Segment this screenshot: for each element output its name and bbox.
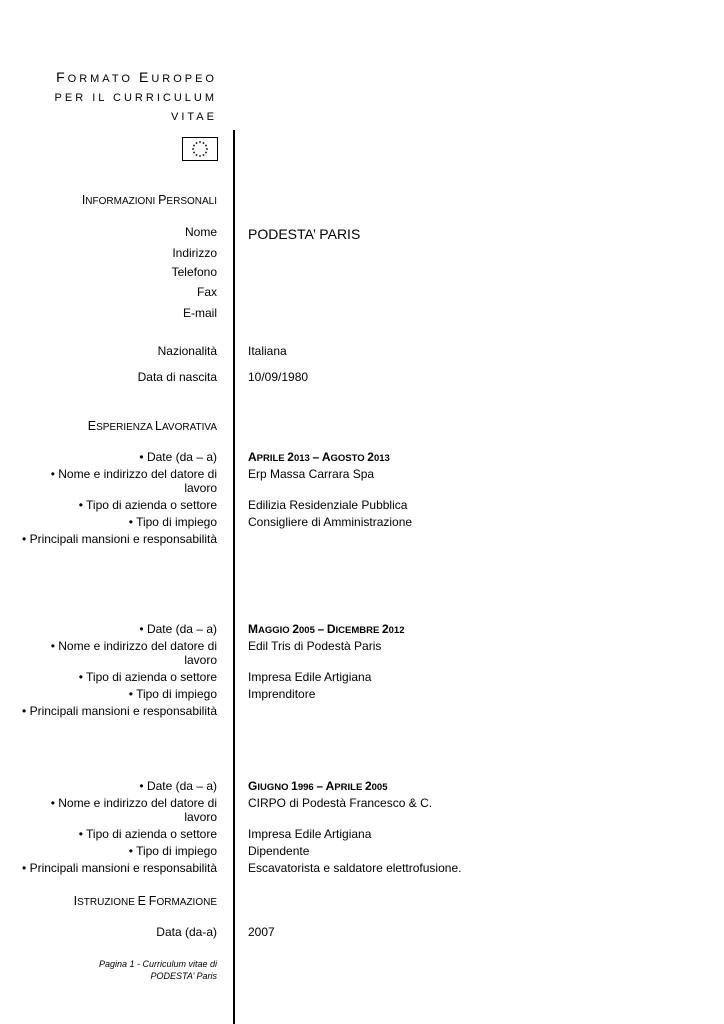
footer-line-1: Pagina 1 - Curriculum vitae di xyxy=(98,959,217,969)
footer-line-2: PODESTA’ Paris xyxy=(150,971,217,981)
job3-label-duties: • Principali mansioni e responsabilità xyxy=(22,861,217,875)
job3-job: Dipendente xyxy=(248,844,310,858)
job2-label-job: • Tipo di impiego xyxy=(128,687,217,701)
job3-employer: CIRPO di Podestà Francesco & C. xyxy=(248,796,433,810)
eu-flag-icon xyxy=(182,137,218,161)
page-footer xyxy=(99,958,217,982)
job3-label-job: • Tipo di impiego xyxy=(128,844,217,858)
job2-employer: Edil Tris di Podestà Paris xyxy=(248,639,382,653)
title-line-1: FORMATO EUROPEO xyxy=(56,69,217,85)
job2-job: Imprenditore xyxy=(248,687,316,701)
section-experience: ESPERIENZA LAVORATIVA xyxy=(87,419,217,433)
value-data-nascita: 10/09/1980 xyxy=(248,370,309,384)
label-nome: Nome xyxy=(184,225,217,239)
job1-label-job: • Tipo di impiego xyxy=(128,515,217,529)
job1-job: Consigliere di Amministrazione xyxy=(248,515,413,529)
value-nazionalita: Italiana xyxy=(248,344,287,358)
job3-label-employer-2: lavoro xyxy=(184,810,217,824)
section-education: ISTRUZIONE E FORMAZIONE xyxy=(73,894,217,908)
job1-employer: Erp Massa Carrara Spa xyxy=(248,467,375,481)
job2-period: MAGGIO 2005 – DICEMBRE 2012 xyxy=(248,622,405,636)
job1-label-sector: • Tipo di azienda o settore xyxy=(78,498,217,512)
job1-period: APRILE 2013 – AGOSTO 2013 xyxy=(248,450,390,464)
job2-label-employer-2: lavoro xyxy=(184,653,217,667)
job2-label-sector: • Tipo di azienda o settore xyxy=(78,670,217,684)
job3-period: GIUGNO 1996 – APRILE 2005 xyxy=(248,779,388,793)
label-fax: Fax xyxy=(196,285,217,299)
job1-label-employer: • Nome e indirizzo del datore di xyxy=(50,467,217,481)
label-indirizzo: Indirizzo xyxy=(172,246,217,260)
label-email: E-mail xyxy=(182,306,217,320)
job3-duties: Escavatorista e saldatore elettrofusione. xyxy=(248,861,462,875)
job1-sector: Edilizia Residenziale Pubblica xyxy=(248,498,408,512)
job1-label-date: • Date (da – a) xyxy=(139,450,217,464)
job2-sector: Impresa Edile Artigiana xyxy=(248,670,372,684)
job1-label-employer-2: lavoro xyxy=(184,481,217,495)
job3-label-employer: • Nome e indirizzo del datore di xyxy=(50,796,217,810)
job2-label-duties: • Principali mansioni e responsabilità xyxy=(22,704,217,718)
value-nome: PODESTA’ PARIS xyxy=(248,226,361,242)
job3-label-sector: • Tipo di azienda o settore xyxy=(78,827,217,841)
job1-label-duties: • Principali mansioni e responsabilità xyxy=(22,532,217,546)
label-nazionalita: Nazionalità xyxy=(157,344,217,358)
job2-label-date: • Date (da – a) xyxy=(139,622,217,636)
title-line-3: VITAE xyxy=(171,111,217,123)
label-data-nascita: Data di nascita xyxy=(137,370,217,384)
job3-label-date: • Date (da – a) xyxy=(139,779,217,793)
job2-label-employer: • Nome e indirizzo del datore di xyxy=(50,639,217,653)
value-edu-date: 2007 xyxy=(248,925,275,939)
label-edu-date: Data (da-a) xyxy=(156,925,217,939)
title-line-2: PER IL CURRICULUM xyxy=(54,92,217,104)
section-personal-info: INFORMAZIONI PERSONALI xyxy=(81,193,217,207)
label-telefono: Telefono xyxy=(171,265,217,279)
cv-title xyxy=(55,68,217,127)
job3-sector: Impresa Edile Artigiana xyxy=(248,827,372,841)
vertical-divider xyxy=(233,130,235,1024)
